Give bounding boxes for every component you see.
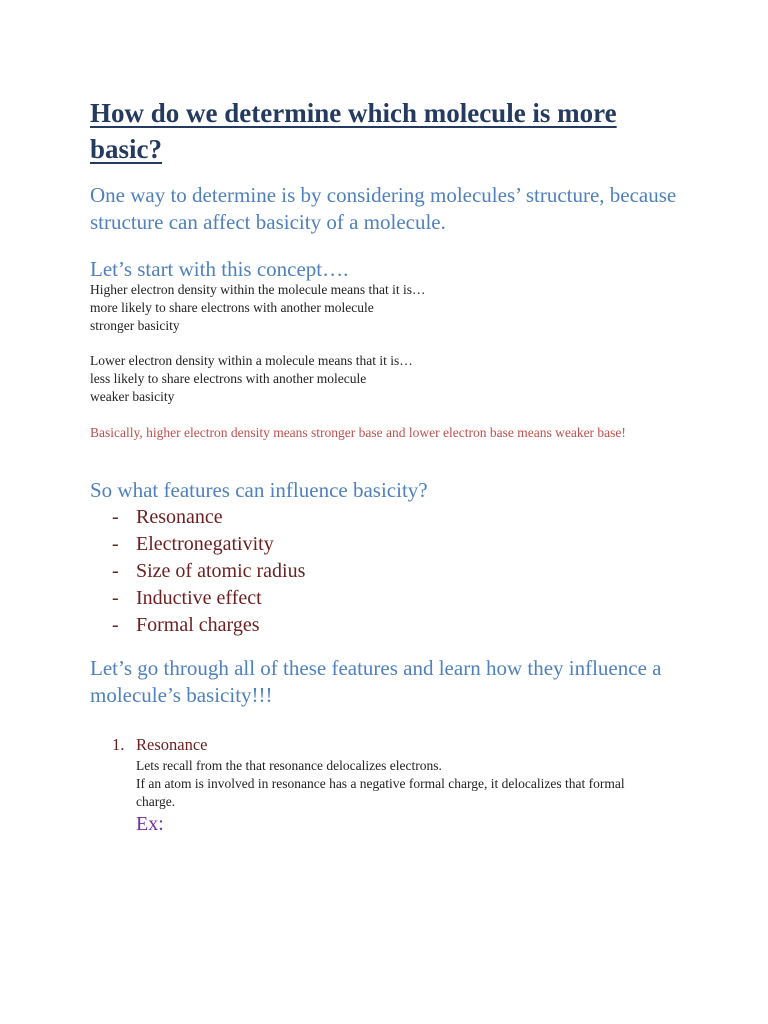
features-list <box>112 504 305 639</box>
feature-label: Resonance <box>136 506 223 528</box>
feature-label: Formal charges <box>136 614 260 636</box>
higher-line-3: stronger basicity <box>90 318 180 333</box>
resonance-line-2: If an atom is involved in resonance has a negative formal charge, it delocalizes that formal charge. <box>136 776 625 809</box>
features-heading: So what features can influence basicity? <box>90 478 428 502</box>
feature-label: Size of atomic radius <box>136 560 306 582</box>
intro-paragraph: One way to determine is by considering molecules’ structure, because structure can affect basicity of a molecule. <box>90 183 677 234</box>
feature-label: Inductive effect <box>136 587 262 609</box>
feature-item: - Inductive effect <box>112 585 305 612</box>
section-resonance-body <box>136 757 656 811</box>
higher-line-1: Higher electron density within the molecule means that it is… <box>90 282 426 297</box>
section-number: 1. <box>112 735 125 754</box>
lower-density-block <box>90 352 413 406</box>
example-label: Ex: <box>136 813 164 835</box>
feature-item: - Electronegativity <box>112 531 305 558</box>
higher-line-2: more likely to share electrons with another molecule <box>90 300 374 315</box>
concept-heading: Let’s start with this concept…. <box>90 257 349 281</box>
resonance-line-1: Lets recall from the that resonance delocalizes electrons. <box>136 758 442 773</box>
feature-item: - Formal charges <box>112 612 305 639</box>
lower-line-1: Lower electron density within a molecule means that it is… <box>90 353 413 368</box>
goal-paragraph: Let’s go through all of these features and learn how they influence a molecule’s basicity!!! <box>90 656 662 707</box>
section-title: Resonance <box>136 735 208 754</box>
lower-line-3: weaker basicity <box>90 389 175 404</box>
section-resonance-heading <box>112 734 207 756</box>
higher-density-block <box>90 281 426 335</box>
lower-line-2: less likely to share electrons with another molecule <box>90 371 367 386</box>
page-title: How do we determine which molecule is more basic? <box>90 98 617 164</box>
feature-label: Electronegativity <box>136 533 274 555</box>
summary-note: Basically, higher electron density means stronger base and lower electron base means weaker base! <box>90 425 626 440</box>
feature-item: - Size of atomic radius <box>112 558 305 585</box>
feature-item: - Resonance <box>112 504 305 531</box>
